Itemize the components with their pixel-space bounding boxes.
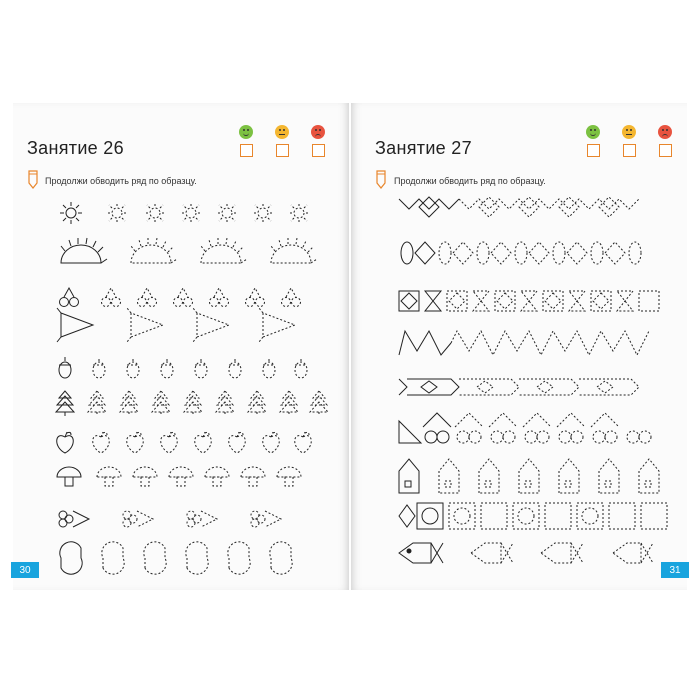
instruction: Продолжи обводить ряд по образцу. bbox=[394, 176, 546, 186]
right-page bbox=[351, 103, 687, 590]
page-number: 30 bbox=[11, 562, 39, 578]
tracing-rows bbox=[13, 103, 349, 590]
page-title: Занятие 26 bbox=[27, 138, 124, 158]
left-page bbox=[13, 103, 349, 590]
page-title: Занятие 27 bbox=[375, 138, 472, 158]
page-number: 31 bbox=[661, 562, 689, 578]
instruction: Продолжи обводить ряд по образцу. bbox=[45, 176, 197, 186]
tracing-rows bbox=[351, 103, 687, 590]
